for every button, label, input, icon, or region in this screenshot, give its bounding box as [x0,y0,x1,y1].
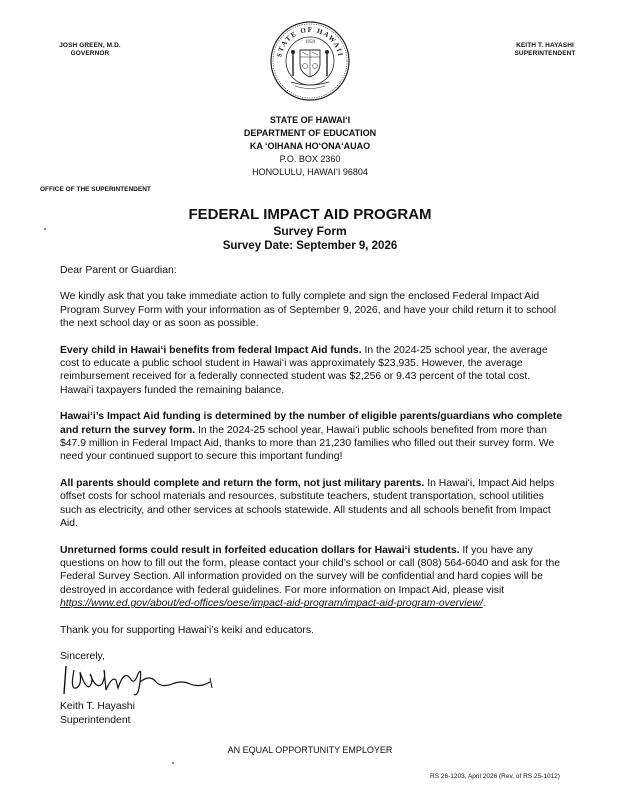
unreturned-end: . [482,598,486,610]
superintendent-block [500,42,590,58]
state-seal-icon [269,20,351,102]
superintendent-name: KEITH T. HAYASHI [516,42,574,49]
signature-icon [60,660,220,700]
program-title: FEDERAL IMPACT AID PROGRAM [188,206,432,223]
agency-state: STATE OF HAWAIʻI [269,115,351,125]
unreturned-text: If you have any questions on how to fill out the form, please contact your child’s school or call (808) 564-6040 and ask for the Federal Survey Section. All information provided on the survey will be confidential and hard copies will be destroyed in accordance with federal guidelines. For more information on Impact Aid, please visit [60,544,560,596]
closing: Sincerely, [60,650,105,662]
unreturned-lead: Unreturned forms could result in forfeited education dollars for Hawaiʻi students. [60,544,460,556]
svg-text:STATE OF HAWAII: STATE OF HAWAII [275,25,345,58]
benefits-text: In the 2024-25 school year, the average cost to educate a public school student in Hawaiʻi was approximately $23,935. However, the average reimbursement received for a federally connected student was $2,256 or 9.43 percent of the total cost. Hawaiʻi taxpayers funded the remaining balance. [60,344,548,396]
signature [60,660,565,700]
stray-mark-2 [172,762,174,764]
office-label: OFFICE OF THE SUPERINTENDENT [40,186,151,193]
funding-text: In the 2024-25 school year, Hawaiʻi public schools benefited from more than $47.9 million in Federal Impact Aid, thanks to more than 21,230 families who filled out their survey form. We need your continued support to secure this important funding! [60,424,555,463]
agency-address [0,114,620,179]
agency-city: HONOLULU, HAWAIʻI 96804 [252,167,368,177]
superintendent-title: SUPERINTENDENT [514,50,576,57]
all-parents-lead: All parents should complete and return the form, not just military parents. [60,477,425,489]
paragraph-benefits [60,344,565,398]
svg-text:1959: 1959 [305,40,315,45]
thanks-line: Thank you for supporting Hawaiʻi’s keiki and educators. [60,624,314,636]
paragraph-funding [60,410,565,464]
governor-title: GOVERNOR [70,50,110,57]
survey-date: Survey Date: September 9, 2026 [222,240,398,252]
benefits-lead: Every child in Hawaiʻi benefits from federal Impact Aid funds. [60,344,362,356]
agency-department: DEPARTMENT OF EDUCATION [243,128,377,138]
salutation: Dear Parent or Guardian: [60,265,177,276]
governor-block [40,42,140,58]
paragraph-all-parents [60,477,565,531]
form-number: RS 26-1203, April 2026 (Rev. of RS 25-1012) [430,773,560,780]
form-subtitle: Survey Form [273,224,347,238]
governor-name: JOSH GREEN, M.D. [59,42,121,49]
agency-hawaiian-name: KA ʻOIHANA HOʻONAʻAUAO [249,141,371,151]
funding-lead: Hawaiʻi’s Impact Aid funding is determined by the number of eligible parents/guardians who complete and return the survey form. [60,411,563,436]
agency-po-box: P.O. BOX 2360 [279,154,341,164]
signer-name: Keith T. Hayashi [60,701,135,713]
equal-opportunity-footer: AN EQUAL OPPORTUNITY EMPLOYER [227,745,393,755]
signer-title: Superintendent [60,714,131,726]
letter-body [60,264,565,727]
title-block [0,205,620,254]
all-parents-text: In Hawaiʻi, Impact Aid helps offset costs for school materials and resources, substitute teachers, student transportation, school utilities such as electricity, and other services at schools statewide. All students and all schools benefit from Impact Aid. [60,477,555,530]
paragraph-intro: We kindly ask that you take immediate action to fully complete and sign the enclosed Federal Impact Aid Program Survey Form with your information as of September 9, 2026, and have your child return it to school the next school day or as soon as possible. [60,291,557,330]
impact-aid-link[interactable]: https://www.ed.gov/about/ed-offices/oese/impact-aid-program/impact-aid-program-overview/ [60,598,483,610]
paragraph-unreturned [60,544,565,611]
